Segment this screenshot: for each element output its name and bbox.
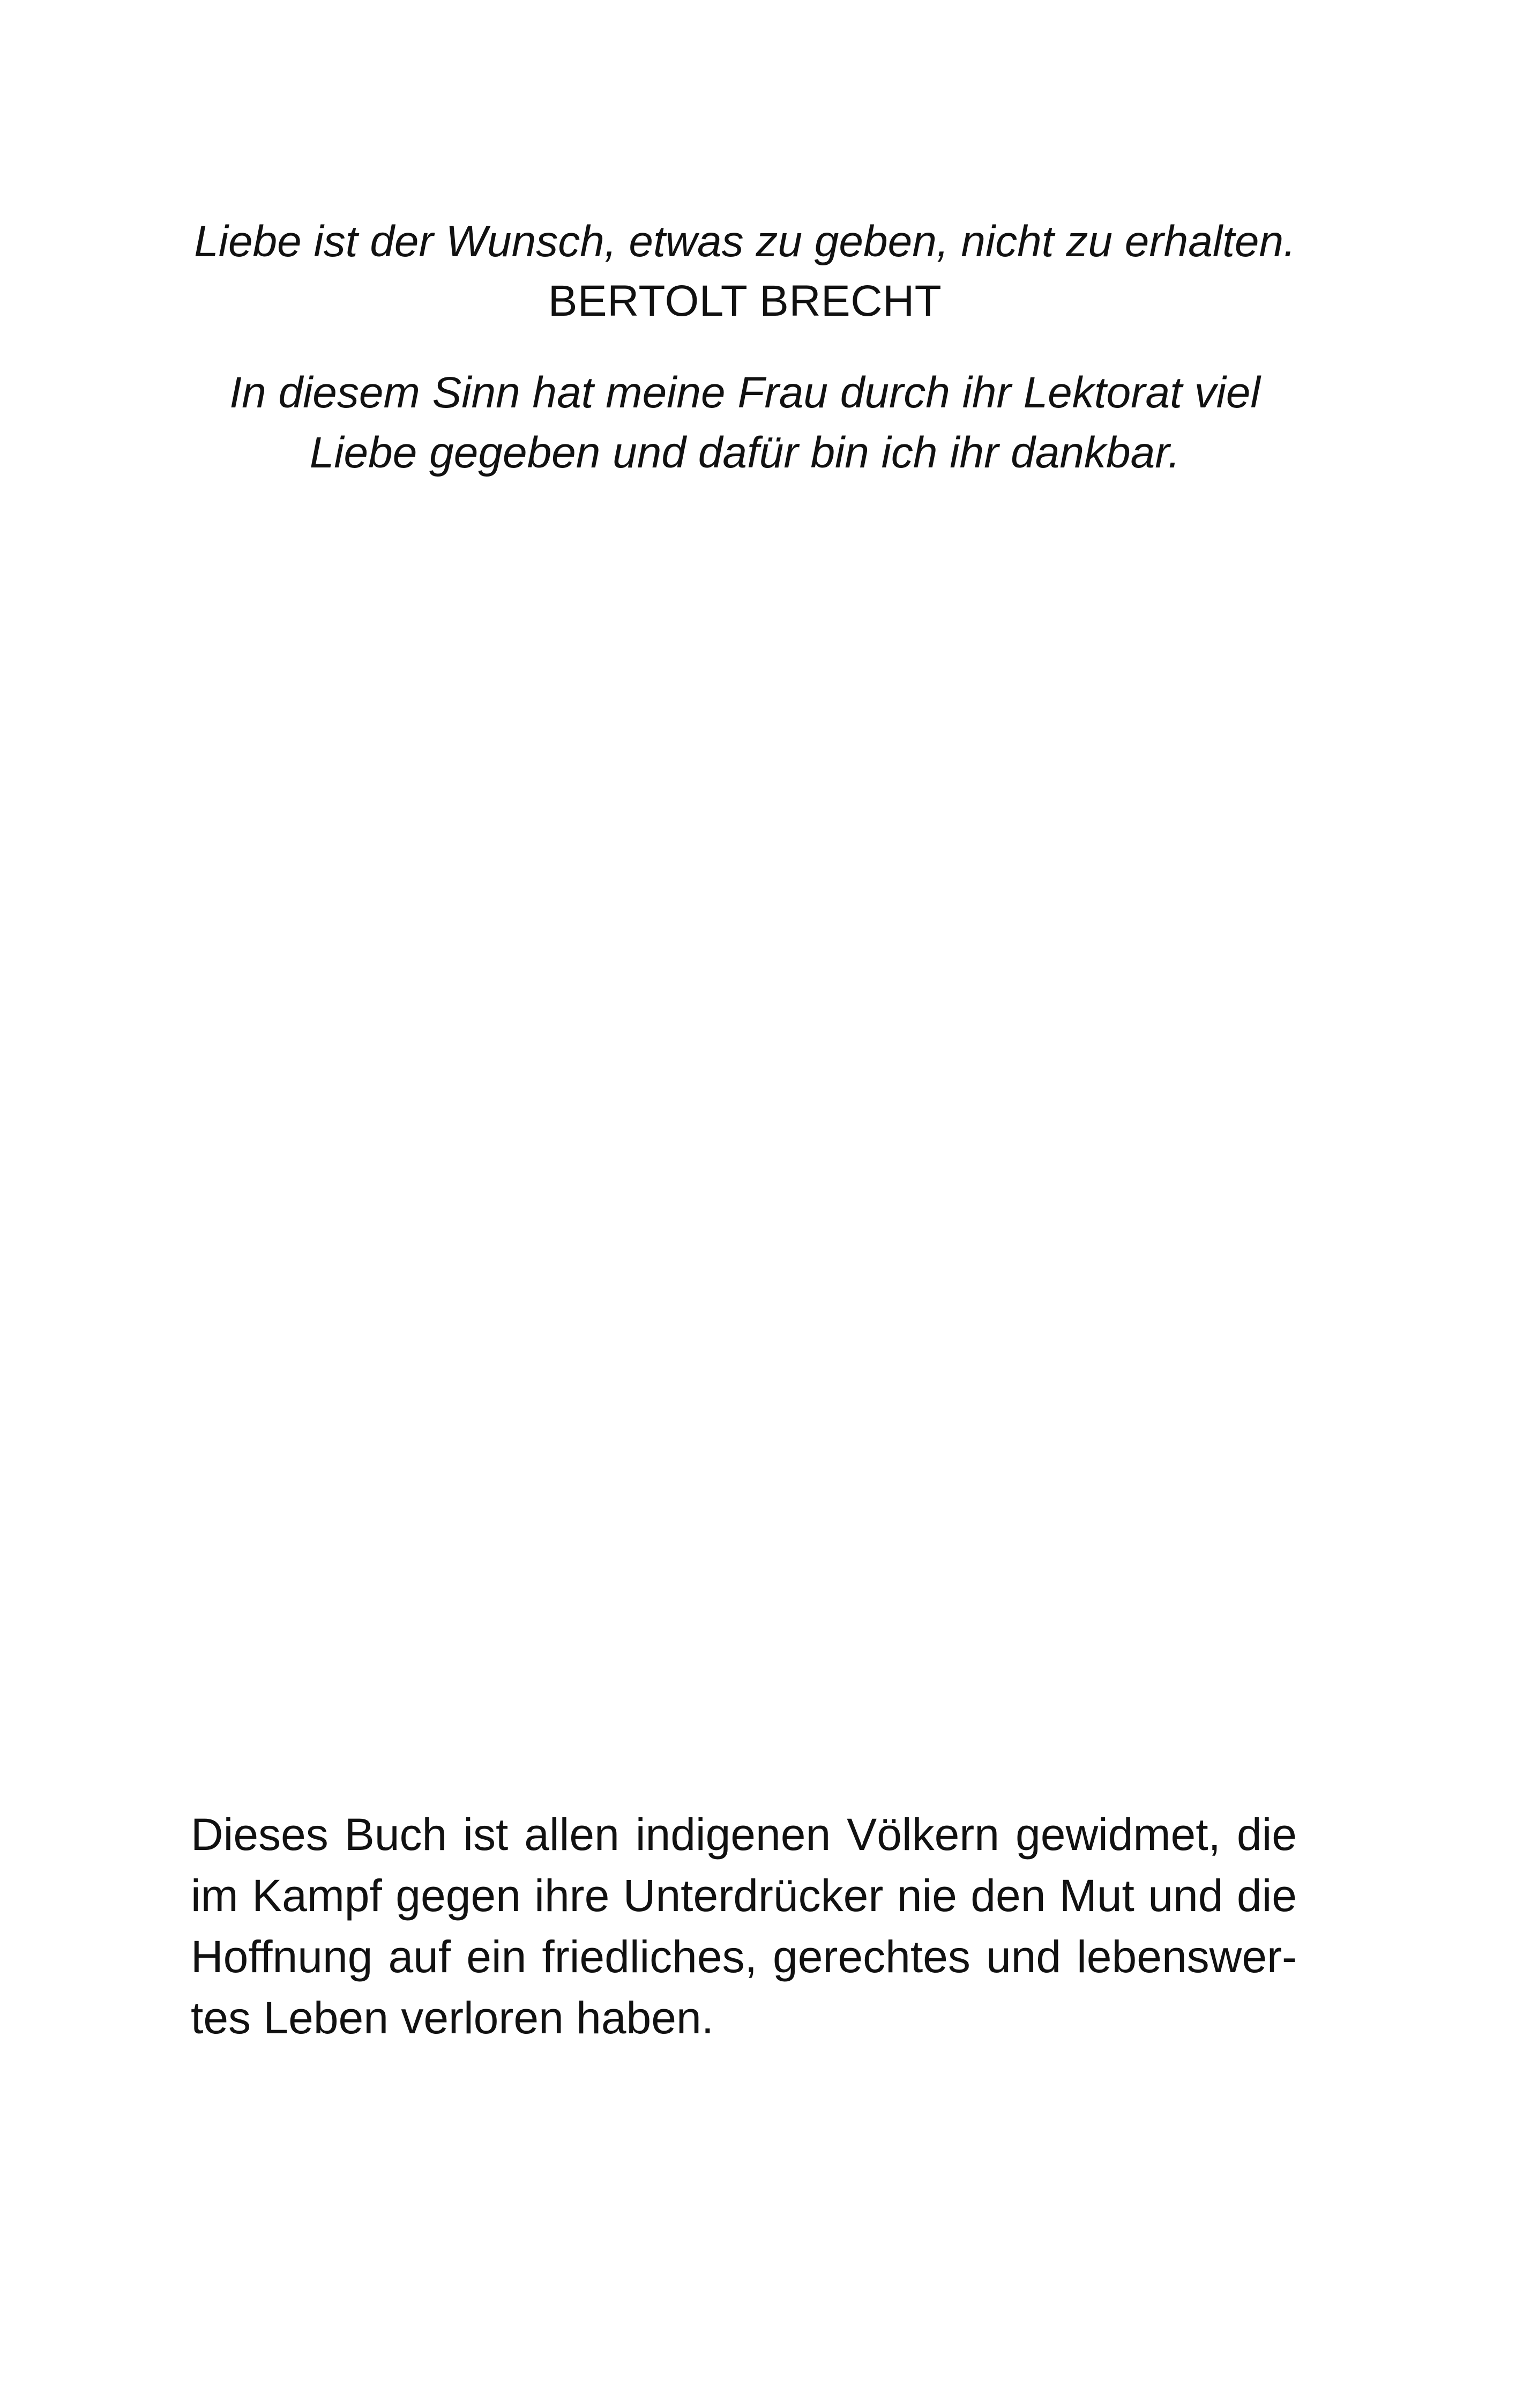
acknowledgement	[193, 363, 1297, 483]
dedication	[191, 1804, 1297, 2048]
acknowledgement-line: Liebe gegeben und dafür bin ich ihr dankbar.	[309, 428, 1181, 477]
dedication-line: tes Leben verloren haben.	[191, 1993, 714, 2043]
dedication-line: Dieses Buch ist allen indigenen Völkern gewidmet, die	[191, 1809, 1297, 1860]
epigraph-author: BERTOLT BRECHT	[548, 277, 942, 325]
epigraph-quote: Liebe ist der Wunsch, etwas zu geben, nicht zu erhalten.	[194, 217, 1296, 266]
epigraph	[193, 212, 1297, 483]
dedication-line: im Kampf gegen ihre Unterdrücker nie den Mut und die	[191, 1870, 1297, 1921]
dedication-line: Hoffnung auf ein friedliches, gerechtes und lebenswer-	[191, 1931, 1297, 1982]
acknowledgement-line: In diesem Sinn hat meine Frau durch ihr Lektorat viel	[229, 368, 1260, 417]
